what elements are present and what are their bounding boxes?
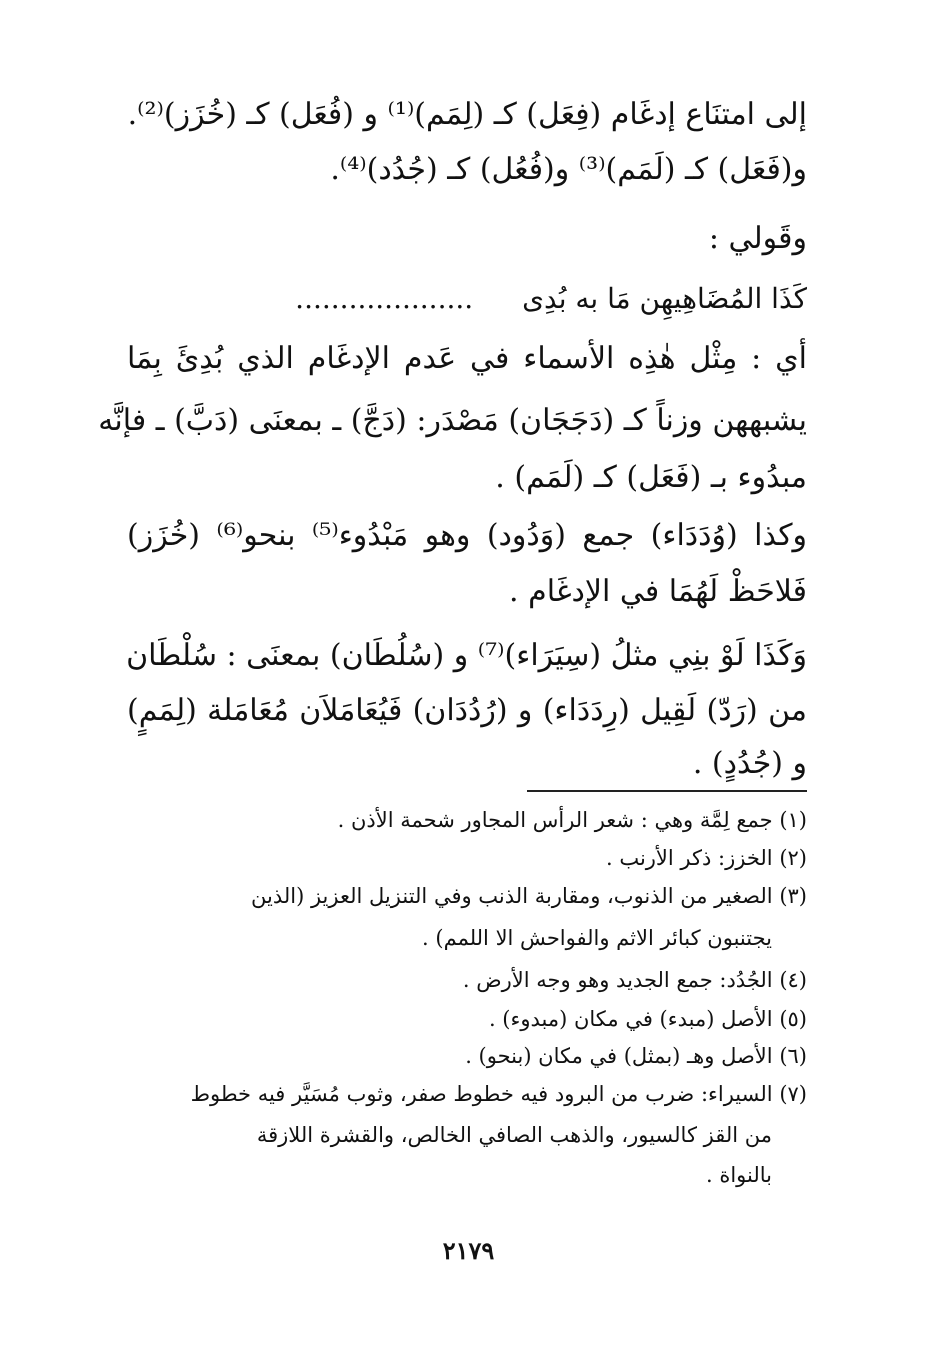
paragraph-line: يشبههن وزناً كـ (دَجَجَان) مَصْدَر: (دَجَّ) ـ بمعنَى (دَبَّ) ـ فإنَّه [98,403,807,438]
footnote-number: (٣) [779,884,807,908]
verse-text: كَذَا المُضَاهِيهِن مَا به بُدِى [522,282,807,315]
footnote [127,848,807,869]
footnote-continuation: بالنواة . [705,1163,772,1187]
footnote-text: الخزز: ذكر الأرنب . [605,846,773,870]
footnote-number: (٢) [779,846,807,870]
body-line: و(فَعَل) كـ (لَمَم)⁽³⁾ و(فُعُل) كـ (جُدُد)⁽⁴⁾. [330,152,807,187]
footnote-separator [527,790,807,792]
footnote-text: الأصل (مبدء) في مكان (مبدوء) . [488,1007,773,1031]
footnote [127,1046,807,1067]
footnote [127,1084,807,1105]
verse-dots: .................... [295,282,474,315]
body-line: إلى امتنَاع إدغَام (فِعَل) كـ (لِمَم)⁽¹⁾ و (فُعَل) كـ (خُزَز)⁽²⁾. [127,97,807,132]
footnote-continuation: يجتنبون كبائر الاثم والفواحش الا اللمم) . [422,926,772,950]
footnote-number: (٥) [779,1007,807,1031]
paragraph-line: وكذا (وُدَدَاء) جمع (وَدُود) وهو مَبْدُوء⁽⁵⁾ بنحو⁽⁶⁾ (خُزَز) [127,518,808,553]
footnote-text: الجُدُد: جمع الجديد وهو وجه الأرض . [462,968,773,992]
paragraph-line: فَلاحَظْ لَهُمَا في الإدغَام . [509,574,807,609]
footnote-number: (٦) [779,1044,807,1068]
paragraph-line: وَكَذَا لَوْ بنِي مثلُ (سِيَرَاء)⁽⁷⁾ و (سُلُطَان) بمعنَى : سُلْطَان [126,638,807,673]
paragraph-line: و (جُدُدٍ) . [692,746,807,781]
footnote-number: (١) [779,808,807,832]
paragraph-line: من (رَدّ) لَقِيل (رِدَدَاء) و (رُدُدَان) فَيُعَامَلاَن مُعَامَلة (لِمَمٍ) [127,693,807,728]
footnote-text: الصغير من الذنوب، ومقاربة الذنب وفي التنزيل العزيز (الذين [251,884,773,908]
page-number: ٢١٧٩ [442,1236,495,1265]
body-line: وقَولي : [708,221,807,256]
footnote-text: جمع لِمَّة وهي : شعر الرأس المجاور شحمة الأذن . [337,808,773,832]
paragraph-line: أي : مِثْل هٰذِه الأسماء في عَدم الإدغَام الذي بُدِئَ بِمَا [127,341,807,376]
footnote-continuation: من القز كالسيور، والذهب الصافي الخالص، والقشرة اللازقة [256,1123,772,1147]
footnote [127,1009,807,1030]
footnote [127,886,807,907]
footnote [127,970,807,991]
footnote [127,810,807,831]
paragraph-line: مبدُوء بـ (فَعَل) كـ (لَمَم) . [495,460,807,495]
footnote-number: (٧) [779,1082,807,1106]
footnote-number: (٤) [779,968,807,992]
verse-line [127,282,807,315]
footnote-text: السيراء: ضرب من البرود فيه خطوط صفر، وثوب مُسَيَّر فيه خطوط [190,1082,773,1106]
footnote-text: الأصل وهـ (بمثل) في مكان (بنحو) . [465,1044,773,1068]
